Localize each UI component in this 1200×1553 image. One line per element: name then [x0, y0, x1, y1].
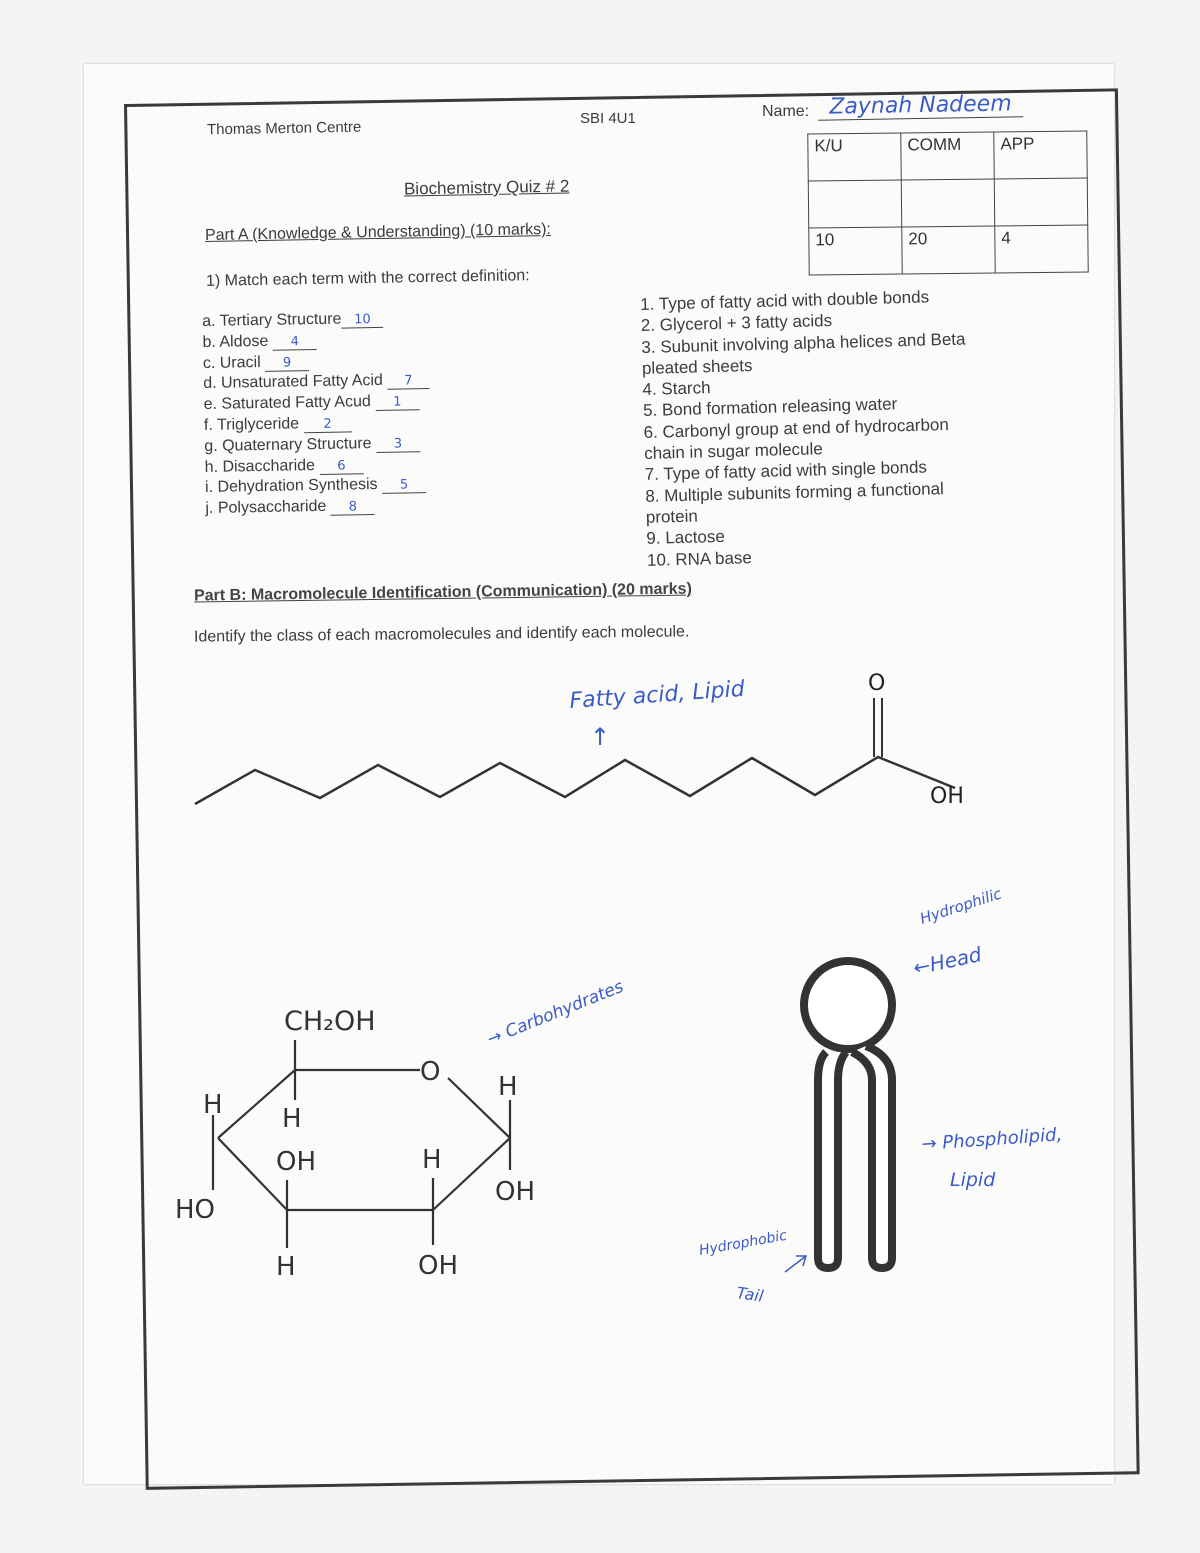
- student-name: Zaynah Nadeem: [818, 91, 1023, 121]
- marks-total-comm: 20: [902, 226, 995, 274]
- term-answer: 1: [375, 395, 419, 411]
- phospholipid-annotation: → Phospholipid,: [920, 1124, 1063, 1155]
- definition-item: 7. Type of fatty acid with single bonds: [644, 457, 928, 485]
- term-answer: 6: [319, 459, 363, 475]
- definition-item: 3. Subunit involving alpha helices and Beta: [641, 329, 966, 357]
- term-answer: 7: [387, 374, 429, 390]
- head-label: ←Head: [911, 942, 984, 980]
- definition-item: pleated sheets: [641, 355, 753, 378]
- marks-header-app: APP: [994, 131, 1087, 179]
- oh-label: OH: [418, 1251, 459, 1281]
- definition-item: 1. Type of fatty acid with double bonds: [640, 287, 930, 314]
- term-answer: 3: [376, 437, 420, 453]
- hydroxyl-group: OH: [930, 784, 964, 809]
- marks-header-comm: COMM: [901, 132, 994, 180]
- term-answer: 4: [273, 335, 317, 351]
- h-label: H: [276, 1252, 296, 1282]
- marks-header-ku: K/U: [808, 133, 901, 181]
- definition-item: protein: [645, 506, 699, 527]
- fatty-acid-annotation: Fatty acid, Lipid: [568, 676, 746, 714]
- term-item: d. Unsaturated Fatty Acid 7: [203, 370, 429, 395]
- definition-item: chain in sugar molecule: [643, 439, 823, 464]
- name-label: Name:: [762, 103, 810, 120]
- definition-item: 5. Bond formation releasing water: [642, 394, 898, 421]
- part-b-heading: Part B: Macromolecule Identification (Communication) (20 marks): [193, 580, 692, 605]
- course-code: SBI 4U1: [580, 110, 636, 127]
- h-label: H: [282, 1104, 302, 1134]
- h-label: H: [203, 1090, 223, 1120]
- term-answer: 2: [303, 417, 351, 433]
- term-answer: 8: [331, 500, 375, 516]
- annotation-arrow: ↑: [590, 723, 611, 751]
- marks-total-ku: 10: [809, 227, 902, 275]
- h-label: H: [422, 1145, 442, 1175]
- term-answer: 10: [341, 313, 383, 329]
- term-item: f. Triglyceride 2: [204, 412, 430, 437]
- carbohydrate-annotation: → Carbohydrates: [484, 976, 627, 1050]
- phospholipid-diagram: [804, 961, 892, 1268]
- definition-item: 6. Carbonyl group at end of hydrocarbon: [643, 414, 950, 442]
- definition-item: 9. Lactose: [646, 527, 726, 549]
- oh-label: OH: [276, 1147, 317, 1177]
- hydrophobic-label: Hydrophobic: [697, 1227, 789, 1259]
- definition-item: 2. Glycerol + 3 fatty acids: [640, 311, 833, 336]
- part-b-instruction: Identify the class of each macromolecules and identify each molecule.: [193, 623, 690, 646]
- ho-label: HO: [175, 1195, 216, 1225]
- term-item: c. Uracil 9: [203, 350, 429, 375]
- term-item: a. Tertiary Structure 10: [202, 308, 428, 333]
- ch2oh-label: CH₂OH: [284, 1006, 376, 1037]
- term-item: i. Dehydration Synthesis 5: [205, 474, 431, 499]
- h-label: H: [498, 1072, 518, 1102]
- term-answer: 9: [265, 356, 309, 372]
- oh-label: OH: [495, 1177, 536, 1207]
- quiz-title: Biochemistry Quiz # 2: [403, 176, 570, 199]
- term-answer: 5: [382, 478, 426, 494]
- lipid-annotation: Lipid: [950, 1169, 996, 1191]
- term-item: e. Saturated Fatty Acud 1: [203, 391, 429, 416]
- term-item: b. Aldose 4: [202, 329, 428, 354]
- fatty-acid-chain: [195, 757, 955, 804]
- ring-oxygen: O: [420, 1057, 441, 1087]
- carbonyl-oxygen: O: [868, 671, 886, 696]
- part-a-heading: Part A (Knowledge & Understanding) (10 marks):: [204, 220, 552, 245]
- definition-item: 8. Multiple subunits forming a functional: [645, 478, 945, 506]
- hydrophilic-label: Hydrophilic: [917, 884, 1004, 928]
- school-name: Thomas Merton Centre: [206, 118, 362, 139]
- glucose-structure: [213, 1040, 510, 1248]
- part-a-question: 1) Match each term with the correct definition:: [205, 267, 530, 290]
- definition-item: 4. Starch: [642, 378, 711, 400]
- term-item: g. Quaternary Structure 3: [204, 433, 430, 458]
- definition-item: 10. RNA base: [646, 547, 753, 570]
- tail-label: Tail: [735, 1283, 765, 1306]
- term-item: h. Disaccharide 6: [205, 454, 431, 479]
- term-item: j. Polysaccharide 8: [205, 495, 431, 520]
- marks-total-app: 4: [995, 225, 1088, 273]
